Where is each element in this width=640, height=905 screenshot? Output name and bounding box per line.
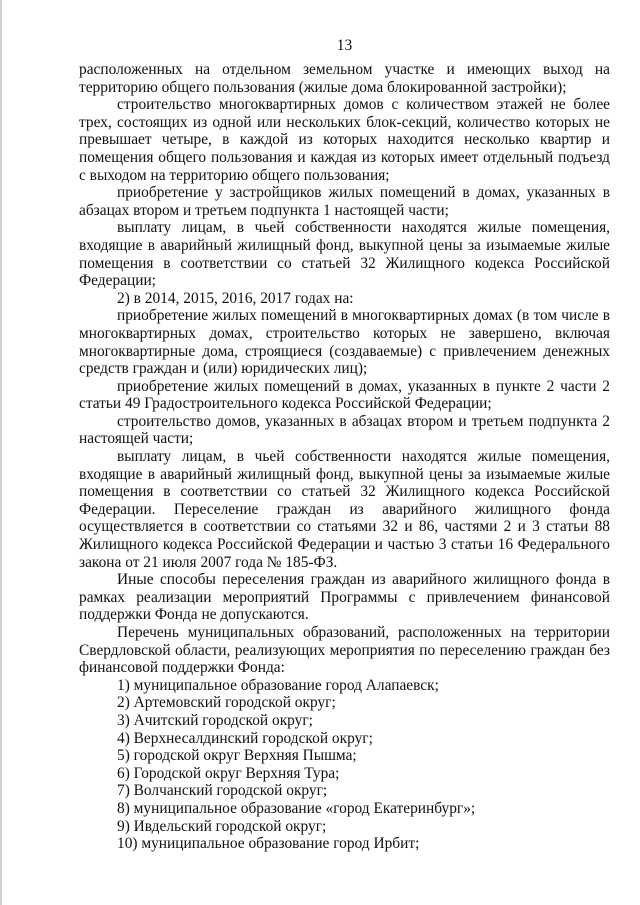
paragraph-4: выплату лицам, в чьей собственности находятся жилые помещения, входящие в аварийный жилищный фонд, выкупной цены за изымаемые жилые помещения в соответствии со статьей 32 Жилищного кодекса Российской Федерации; <box>79 219 610 290</box>
list-item: 2) Артемовский городской округ; <box>117 694 336 712</box>
list-item: 7) Волчанский городской округ; <box>117 782 328 800</box>
scan-edge <box>0 0 2 905</box>
paragraph-7: приобретение жилых помещений в домах, указанных в пункте 2 части 2 статьи 49 Градостроительного кодекса Российской Федерации; <box>79 377 610 413</box>
list-item: 1) муниципальное образование город Алапаевск; <box>117 676 439 694</box>
paragraph-8: строительство домов, указанных в абзацах втором и третьем подпункта 2 настоящей части; <box>79 412 610 448</box>
paragraph-2: строительство многоквартирных домов с количеством этажей не более трех, состоящих из одной или нескольких блок-секций, количество которых не превышает четыре, в каждой из которых находится несколько квартир и помещения общего пользования и каждая из которых имеет отдельный подъезд с выходом на территорию общего пользования; <box>79 96 610 184</box>
paragraph-1: расположенных на отдельном земельном участке и имеющих выход на территорию общего пользования (жилые дома блокированной застройки); <box>79 61 610 96</box>
paragraph-9: выплату лицам, в чьей собственности находятся жилые помещения, входящие в аварийный жилищный фонд, выкупной цены за изымаемые жилые помещения в соответствии со статьей 32 Жилищного кодекса Российской Федерации. Переселение граждан из аварийного жилищного фонда осуществляется в соответствии со статьями 32 и 86, частями 2 и 3 статьи 88 Жилищного кодекса Российской Федерации и частью 3 статьи 16 Федерального закона от 21 июля 2007 года № 185-ФЗ. <box>79 448 610 571</box>
paragraph-6: приобретение жилых помещений в многоквартирных домах (в том числе в многоквартирных домах, строительство которых не завершено, включая многоквартирные дома, строящиеся (создаваемые) с привлечением денежных средств граждан и (или) юридических лиц); <box>79 307 610 378</box>
list-item: 8) муниципальное образование «город Екатеринбург»; <box>117 799 476 817</box>
subpoint-2-heading: 2) в 2014, 2015, 2016, 2017 годах на: <box>117 289 354 307</box>
list-item: 9) Ивдельский городской округ; <box>117 817 327 835</box>
paragraph-3: приобретение у застройщиков жилых помещений в домах, указанных в абзацах втором и третьем подпункта 1 настоящей части; <box>79 184 610 219</box>
page-number: 13 <box>336 37 353 54</box>
municipality-list <box>79 677 610 853</box>
list-item: 6) Городской округ Верхняя Тура; <box>117 764 340 782</box>
list-item: 3) Ачитский городской округ; <box>117 711 313 729</box>
list-item: 4) Верхнесалдинский городской округ; <box>117 729 373 747</box>
list-item: 5) городской округ Верхняя Пышма; <box>117 747 357 765</box>
list-item: 10) муниципальное образование город Ирбит; <box>117 835 420 853</box>
paragraph-11: Перечень муниципальных образований, расположенных на территории Свердловской области, реализующих мероприятия по переселению граждан без финансовой поддержки Фонда: <box>79 624 610 677</box>
paragraph-10: Иные способы переселения граждан из аварийного жилищного фонда в рамках реализации мероприятий Программы с привлечением финансовой поддержки Фонда не допускаются. <box>79 571 610 624</box>
